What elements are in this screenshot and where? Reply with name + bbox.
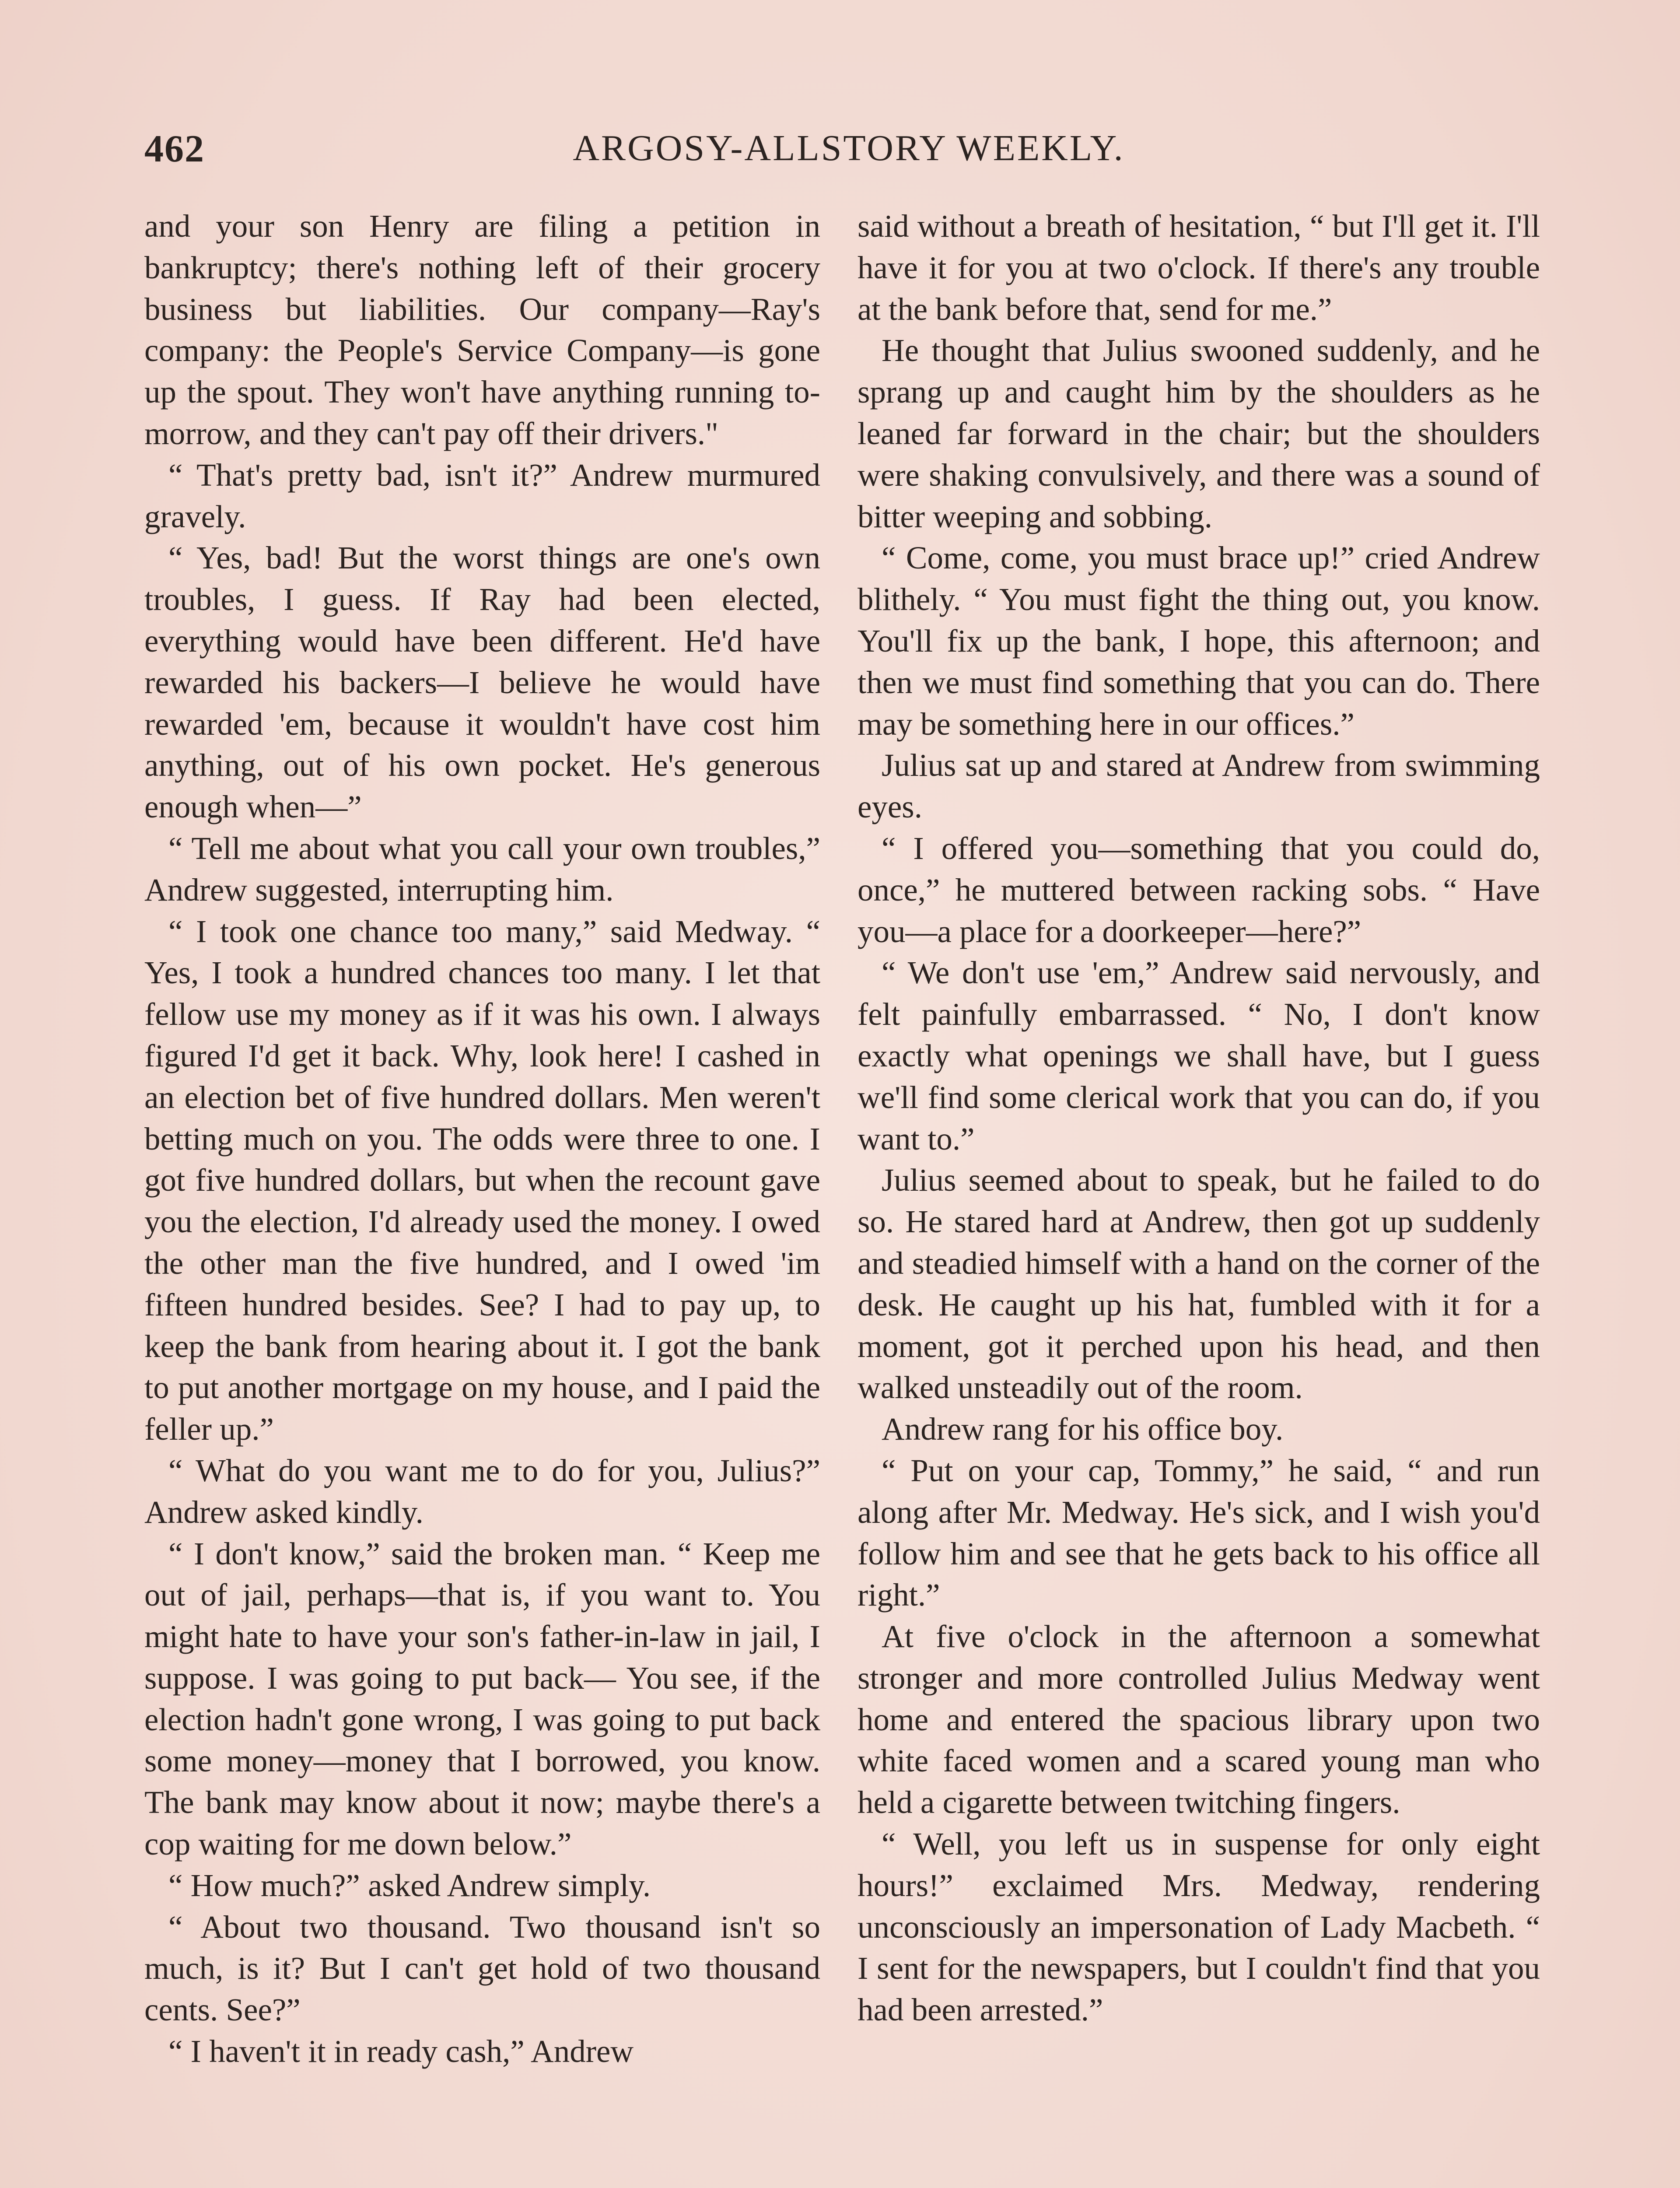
paragraph: “ Well, you left us in suspense for only eight hours!” exclaimed Mrs. Medway, rendering unconsciously an impersonation of Lady Macbeth. “ I sent for the newspapers, but I couldn't find that you had been arrested.” xyxy=(858,1826,1540,2028)
paragraph: and your son Henry are filing a petition in bankruptcy; there's nothing left of their grocery business but liabilities. Our company—Ray's company: the People's Service Company—is gone up the spout. They won't have anything running to-morrow, and they can't pay off their drivers." xyxy=(144,208,820,451)
paragraph: “ I don't know,” said the broken man. “ Keep me out of jail, perhaps—that is, if you want to. You might hate to have your son's father-in-law in jail, I suppose. I was going to put back— You see, if the election hadn't gone wrong, I was going to put back some money—money that I borrowed, you know. The bank may know about it now; maybe there's a cop waiting for me down below.” xyxy=(144,1536,820,1862)
paragraph: “ I haven't it in ready cash,” Andrew xyxy=(168,2034,634,2069)
paragraph: “ That's pretty bad, isn't it?” Andrew murmured gravely. xyxy=(144,457,820,534)
paragraph: Andrew rang for his office boy. xyxy=(882,1411,1284,1447)
left-column xyxy=(144,206,820,2072)
paragraph: “ I took one chance too many,” said Medway. “ Yes, I took a hundred chances too many. I let that fellow use my money as if it was his own. I always figured I'd get it back. Why, look here! I cashed in an election bet of five hundred dollars. Men weren't betting much on you. The odds were three to one. I got five hundred dollars, but when the recount gave you the election, I'd already used the money. I owed the other man the five hundred, and I owed 'im fifteen hundred besides. See? I had to pay up, to keep the bank from hearing about it. I got the bank to put another mortgage on my house, and I paid the feller up.” xyxy=(144,913,820,1447)
right-column xyxy=(858,206,1540,2031)
paragraph: “ Put on your cap, Tommy,” he said, “ and run along after Mr. Medway. He's sick, and I wish you'd follow him and see that he gets back to his office all right.” xyxy=(858,1452,1540,1613)
paragraph: “ Tell me about what you call your own troubles,” Andrew suggested, interrupting him. xyxy=(144,830,820,908)
running-title: ARGOSY-ALLSTORY WEEKLY. xyxy=(573,128,1125,168)
paragraph: Julius seemed about to speak, but he failed to do so. He stared hard at Andrew, then got up suddenly and steadied himself with a hand on the corner of the desk. He caught up his hat, fumbled with it for a moment, got it perched upon his head, and then walked unsteadily out of the room. xyxy=(858,1162,1540,1406)
paragraph: He thought that Julius swooned suddenly, and he sprang up and caught him by the shoulders as he leaned far forward in the chair; but the shoulders were shaking convulsively, and there was a sound of bitter weeping and sobbing. xyxy=(858,333,1540,534)
paragraph: “ Yes, bad! But the worst things are one's own troubles, I guess. If Ray had been elected, everything would have been different. He'd have rewarded his backers—I believe he would have rewarded 'em, because it wouldn't have cost him anything, out of his own pocket. He's generous enough when—” xyxy=(144,540,820,825)
paragraph: At five o'clock in the afternoon a somewhat stronger and more controlled Julius Medway went home and entered the spacious library upon two white faced women and a scared young man who held a cigarette between twitching fingers. xyxy=(858,1619,1540,1820)
paragraph: “ About two thousand. Two thousand isn't so much, is it? But I can't get hold of two thousand cents. See?” xyxy=(144,1909,820,2028)
paragraph: “ Come, come, you must brace up!” cried Andrew blithely. “ You must fight the thing out, you know. You'll fix up the bank, I hope, this afternoon; and then we must find something that you can do. There may be something here in our offices.” xyxy=(858,540,1540,742)
paragraph: “ How much?” asked Andrew simply. xyxy=(168,1867,651,1903)
paragraph: “ We don't use 'em,” Andrew said nervously, and felt painfully embarrassed. “ No, I don't know exactly what openings we shall have, but I guess we'll find some clerical work that you can do, if you want to.” xyxy=(858,955,1540,1157)
paragraph: “ I offered you—something that you could do, once,” he muttered between racking sobs. “ Have you—a place for a doorkeeper—here?” xyxy=(858,830,1540,949)
paragraph: Julius sat up and stared at Andrew from swimming eyes. xyxy=(858,747,1540,825)
page-number: 462 xyxy=(144,128,205,170)
paragraph: said without a breath of hesitation, “ but I'll get it. I'll have it for you at two o'clock. If there's any trouble at the bank before that, send for me.” xyxy=(858,208,1540,327)
paragraph: “ What do you want me to do for you, Julius?” Andrew asked kindly. xyxy=(144,1452,820,1530)
page-header xyxy=(144,127,1553,184)
